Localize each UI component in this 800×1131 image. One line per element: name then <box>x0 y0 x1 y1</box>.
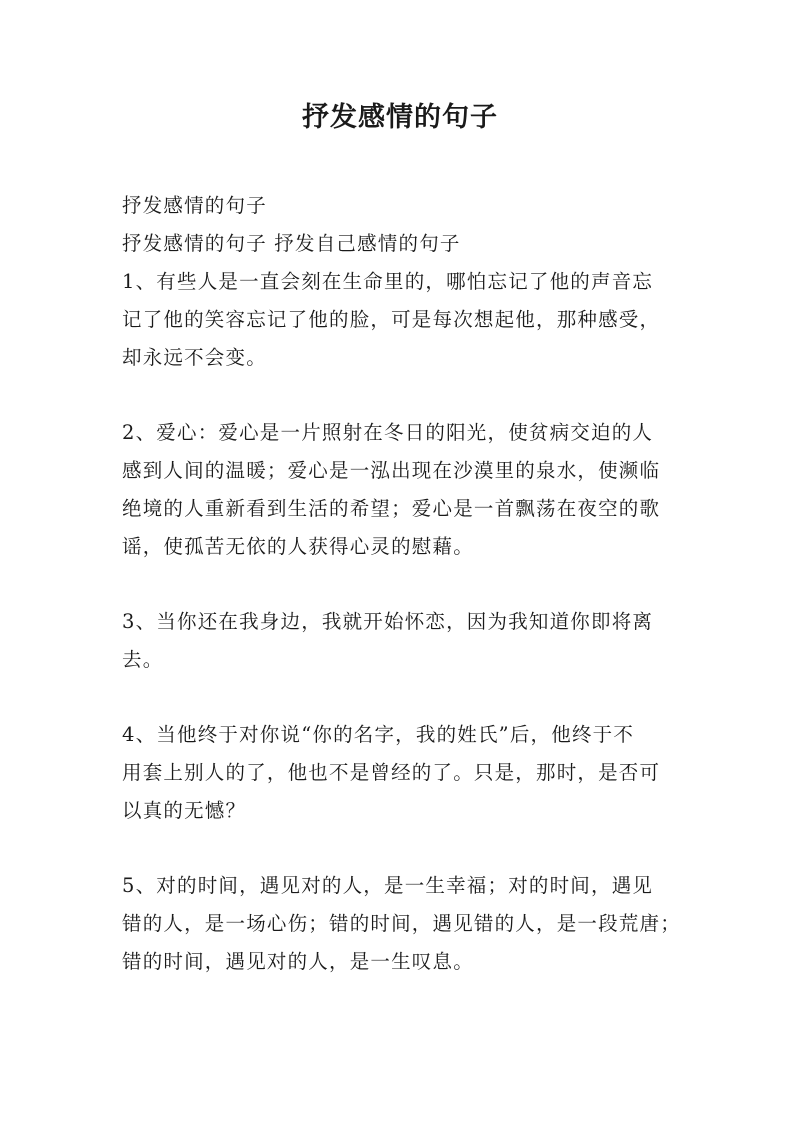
paragraph-line: 用套上别人的了，他也不是曾经的了。只是，那时，是否可 <box>122 761 661 784</box>
paragraph-2 <box>122 414 690 566</box>
paragraph-line: 4、当他终于对你说“你的名字，我的姓氏”后，他终于不 <box>122 723 635 746</box>
header-line: 抒发感情的句子 <box>122 194 267 217</box>
paragraph-1 <box>122 263 690 377</box>
paragraph-line: 5、对的时间，遇见对的人，是一生幸福；对的时间，遇见 <box>122 874 654 897</box>
paragraph-4 <box>122 716 690 830</box>
paragraph-line: 绝境的人重新看到生活的希望；爱心是一首飘荡在夜空的歌 <box>122 497 661 520</box>
header-line: 抒发感情的句子 抒发自己感情的句子 <box>122 232 461 255</box>
paragraph-line: 记了他的笑容忘记了他的脸，可是每次想起他，那种感受， <box>122 308 661 331</box>
paragraph-5 <box>122 867 690 981</box>
paragraph-line: 感到人间的温暖；爱心是一泓出现在沙漠里的泉水，使濒临 <box>122 459 661 482</box>
paragraph-line: 却永远不会变。 <box>122 346 267 369</box>
page-title: 抒发感情的句子 <box>302 102 498 133</box>
document-body <box>122 187 690 981</box>
paragraph-line: 错的人，是一场心伤；错的时间，遇见错的人，是一段荒唐； <box>122 912 681 935</box>
paragraph-line: 2、爱心：爱心是一片照射在冬日的阳光，使贫病交迫的人 <box>122 421 654 444</box>
paragraph-line: 以真的无憾？ <box>122 799 247 822</box>
paragraph-line: 错的时间，遇见对的人，是一生叹息。 <box>122 950 474 973</box>
paragraph-3 <box>122 603 690 679</box>
paragraph-line: 谣，使孤苦无依的人获得心灵的慰藉。 <box>122 535 474 558</box>
paragraph-line: 3、当你还在我身边，我就开始怀恋，因为我知道你即将离 <box>122 610 654 633</box>
paragraph-line: 去。 <box>122 648 164 671</box>
paragraph-line: 1、有些人是一直会刻在生命里的，哪怕忘记了他的声音忘 <box>122 270 654 293</box>
